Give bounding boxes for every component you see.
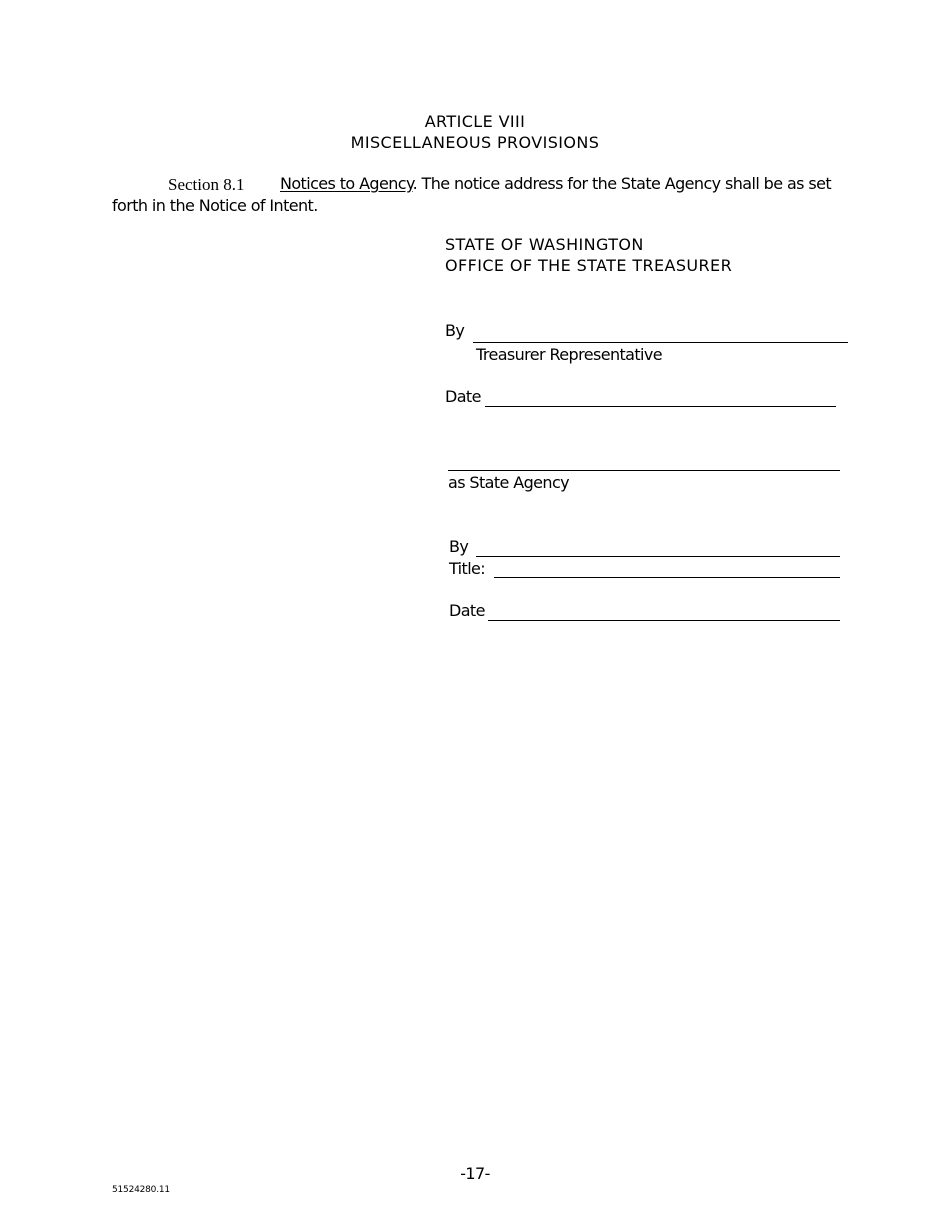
agency-name-line[interactable]: [448, 470, 840, 471]
section-text-continuation: forth in the Notice of Intent.: [112, 196, 318, 215]
agency-date-line[interactable]: [488, 620, 840, 621]
agency-signature-line[interactable]: [476, 556, 840, 557]
section-number: Section 8.1: [168, 175, 245, 194]
signatory-state: STATE OF WASHINGTON: [445, 235, 644, 254]
agency-caption: as State Agency: [448, 473, 570, 492]
section-text-lead: . The notice address for the State Agency shall be as set: [412, 174, 832, 193]
signatory-office: OFFICE OF THE STATE TREASURER: [445, 256, 733, 275]
agency-by-label: By: [449, 537, 469, 556]
treasurer-date-line[interactable]: [485, 406, 836, 407]
agency-date-label: Date: [449, 601, 485, 620]
agency-title-label: Title:: [449, 559, 486, 578]
section-heading: Notices to Agency: [280, 174, 413, 193]
treasurer-signature-line[interactable]: [473, 342, 848, 343]
section-text: [280, 174, 831, 193]
article-number: ARTICLE VIII: [424, 112, 526, 131]
treasurer-date-label: Date: [445, 387, 481, 406]
page-number: -17-: [460, 1164, 490, 1183]
agency-title-line[interactable]: [494, 577, 840, 578]
document-id: 51524280.11: [112, 1185, 170, 1195]
treasurer-caption: Treasurer Representative: [476, 345, 663, 364]
article-title: MISCELLANEOUS PROVISIONS: [350, 133, 600, 152]
treasurer-by-label: By: [445, 321, 465, 340]
